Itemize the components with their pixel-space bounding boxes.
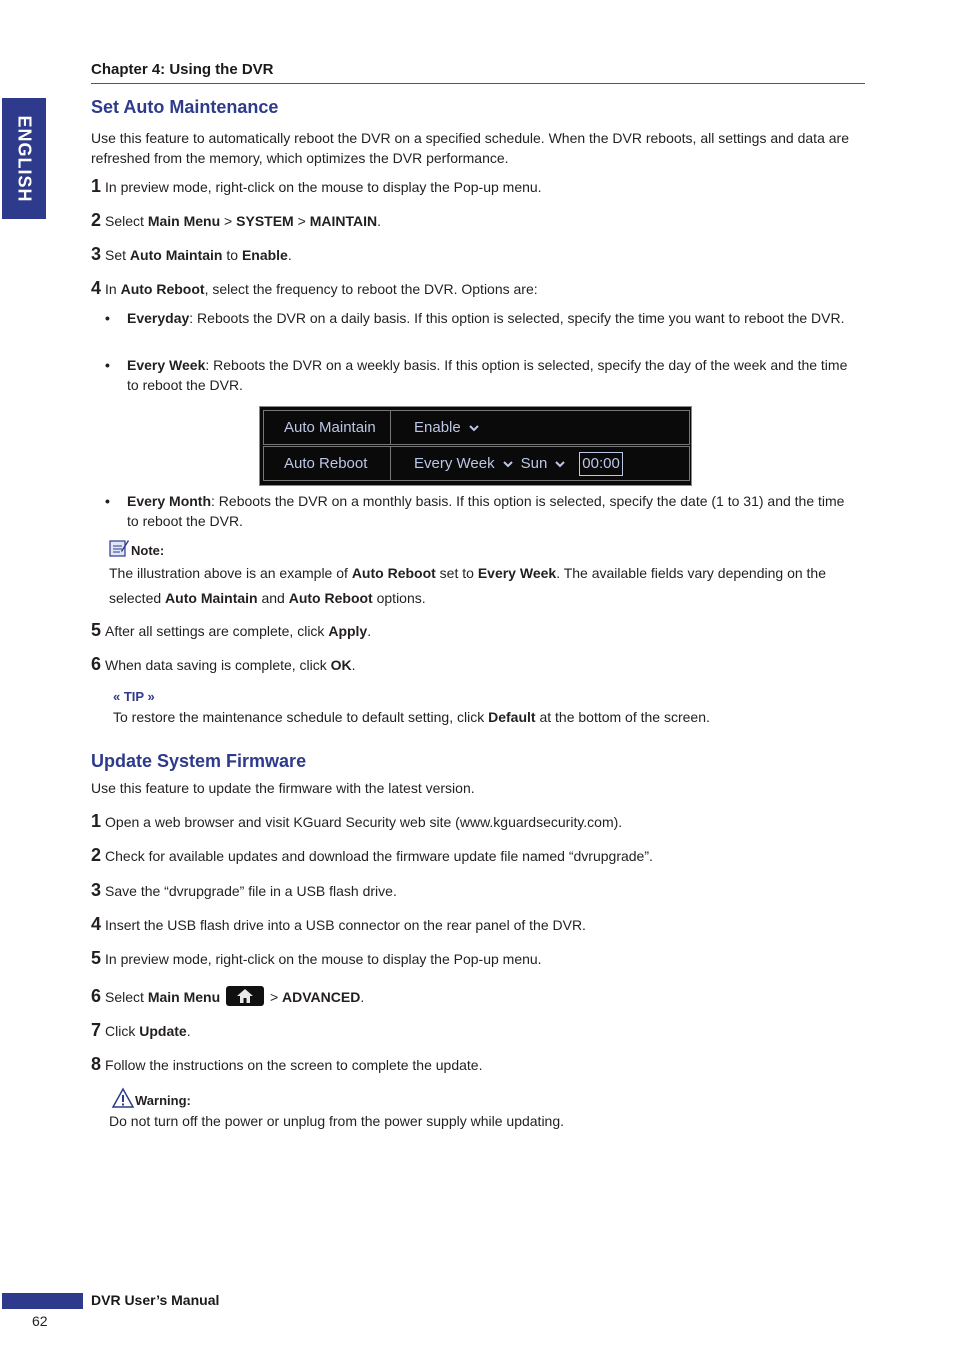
chevron-down-icon [467, 421, 481, 435]
note-label: Note: [131, 543, 165, 558]
note-icon [108, 538, 130, 558]
bullet-every-week: • Every Week: Reboots the DVR on a weekly basis. If this option is selected, specify the day of the week and the time to reboot the DVR. [105, 357, 848, 393]
step-5: 5 After all settings are complete, click Apply. [91, 620, 372, 640]
home-button-image [226, 986, 264, 1006]
footer-bar [2, 1293, 83, 1309]
page-number: 62 [32, 1313, 48, 1329]
header-rule [91, 83, 865, 84]
fw-step-3: 3 Save the “dvrupgrade” file in a USB flash drive. [91, 880, 397, 900]
tip-label: « TIP » [113, 689, 155, 704]
step-4: 4 In Auto Reboot, select the frequency to reboot the DVR. Options are: [91, 278, 538, 298]
home-icon [226, 986, 264, 1006]
fw-step-4: 4 Insert the USB flash drive into a USB connector on the rear panel of the DVR. [91, 914, 586, 934]
fw-step-1: 1 Open a web browser and visit KGuard Security web site (www.kguardsecurity.com). [91, 811, 623, 831]
section-intro: Use this feature to automatically reboot the DVR on a specified schedule. When the DVR reboots, all settings and data are refreshed from the memory, which optimizes the DVR performance. [91, 130, 849, 166]
chevron-down-icon [501, 457, 515, 471]
bullet-every-month: • Every Month: Reboots the DVR on a monthly basis. If this option is selected, specify the date (1 to 31) and the time to reboot the DVR. [105, 493, 845, 529]
dvr-settings-screenshot [259, 406, 692, 486]
section-intro: Use this feature to update the firmware with the latest version. [91, 780, 475, 796]
fw-step-2: 2 Check for available updates and download the firmware update file named “dvrupgrade”. [91, 845, 653, 865]
note-text: The illustration above is an example of Auto Reboot set to Every Week. The available fields vary depending on the selected Auto Maintain and Auto Reboot options. [109, 565, 827, 606]
time-value: 00:00 [579, 452, 623, 476]
section-title-update-firmware: Update System Firmware [91, 751, 307, 771]
fw-step-8: 8 Follow the instructions on the screen to complete the update. [91, 1054, 483, 1074]
footer-title: DVR User’s Manual [91, 1292, 220, 1308]
day-value: Sun [520, 455, 548, 472]
step-6: 6 When data saving is complete, click OK. [91, 654, 356, 674]
step-3: 3 Set Auto Maintain to Enable. [91, 244, 292, 264]
fw-step-7: 7 Click Update. [91, 1020, 191, 1040]
auto-reboot-row [263, 446, 690, 481]
chevron-down-icon [553, 457, 567, 471]
auto-maintain-row [263, 410, 690, 445]
auto-maintain-value: Enable [414, 411, 487, 444]
step-1: 1 In preview mode, right-click on the mouse to display the Pop-up menu. [91, 176, 542, 196]
fw-step-5: 5 In preview mode, right-click on the mouse to display the Pop-up menu. [91, 948, 542, 968]
warning-text: Do not turn off the power or unplug from the power supply while updating. [109, 1113, 565, 1129]
auto-reboot-value: Every Week Sun 00:00 [414, 447, 623, 480]
language-tab-label: ENGLISH [14, 114, 35, 203]
auto-maintain-label: Auto Maintain [264, 411, 391, 444]
section-title-auto-maintenance: Set Auto Maintenance [91, 97, 279, 117]
bullet-everyday: • Everyday: Reboots the DVR on a daily basis. If this option is selected, specify the time you want to reboot the DVR. [105, 310, 845, 326]
tip-text: To restore the maintenance schedule to default setting, click Default at the bottom of the screen. [113, 709, 710, 725]
language-tab [2, 98, 46, 219]
chapter-header: Chapter 4: Using the DVR [91, 61, 274, 78]
step-2: 2 Select Main Menu > SYSTEM > MAINTAIN. [91, 210, 381, 230]
warning-label: Warning: [135, 1093, 191, 1108]
warning-icon [111, 1087, 135, 1109]
fw-step-6: 6 Select Main Menu > ADVANCED. [91, 986, 365, 1006]
auto-reboot-label: Auto Reboot [264, 447, 391, 480]
